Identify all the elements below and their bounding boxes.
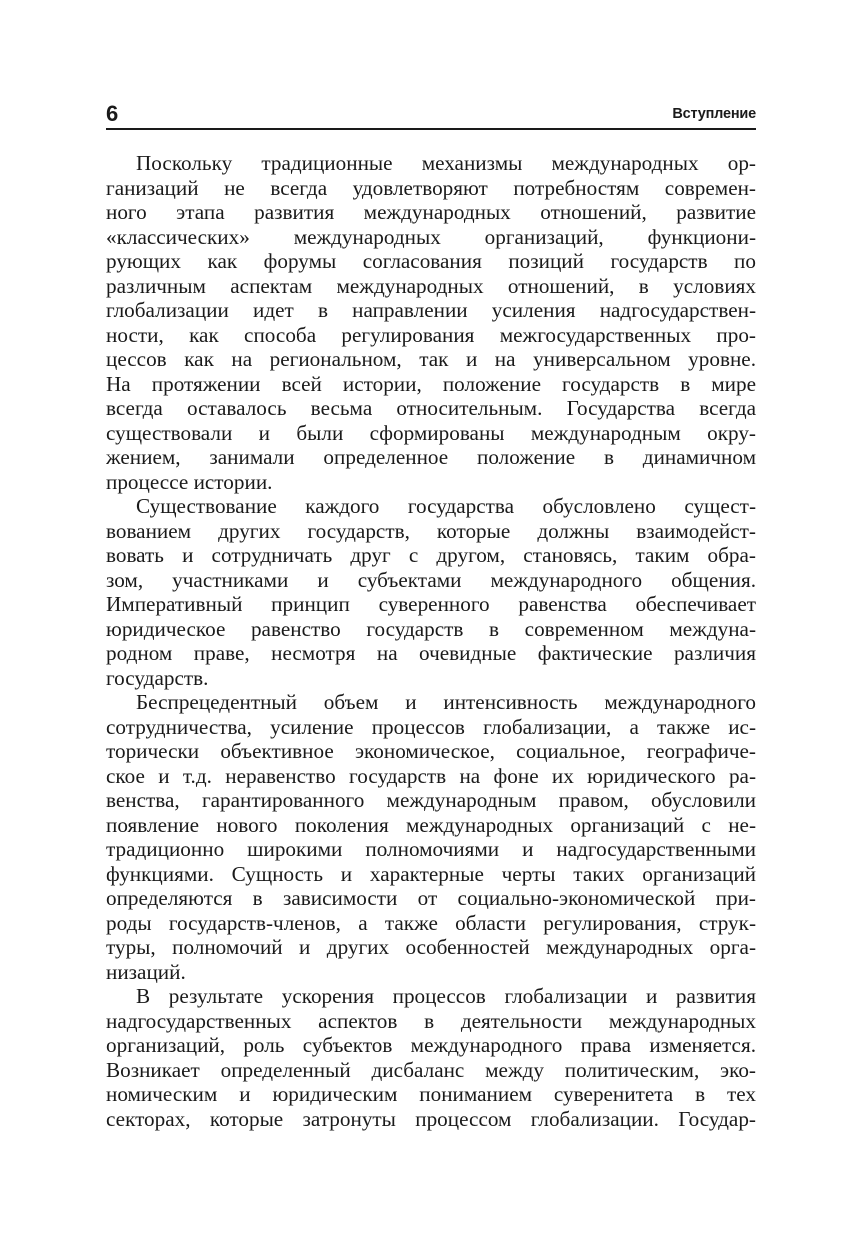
text-line: Существование каждого государства обусловлено сущест- [136,494,756,518]
text-line: процессе истории. [106,469,273,494]
text-line: глобализации идет в направлении усиления надгосударствен- [106,298,756,322]
paragraph [106,151,756,494]
body-text [106,151,756,1131]
text-line: организаций, роль субъектов международного права изменяется. [106,1033,756,1057]
text-line: вованием других государств, которые должны взаимодейст- [106,518,756,543]
text-line: появление нового поколения международных организаций с не- [106,812,756,837]
text-line: Поскольку традиционные механизмы международных ор- [136,151,756,175]
text-line: различным аспектам международных отношений, в условиях [106,273,756,298]
text-line: роды государств-членов, а также области регулирования, струк- [106,910,756,935]
text-line: туры, полномочий и других особенностей международных орга- [106,935,756,959]
text-line: зом, участниками и субъектами международного общения. [106,567,756,592]
text-line: торически объективное экономическое, социальное, географиче- [106,739,756,763]
text-line: венства, гарантированного международным правом, обусловили [106,788,756,812]
paragraph [106,690,756,984]
text-line: цессов как на региональном, так и на универсальном уровне. [106,347,756,371]
paragraph [106,984,756,1131]
text-line: Императивный принцип суверенного равенства обеспечивает [106,592,756,616]
text-line: рующих как форумы согласования позиций государств по [106,249,756,273]
text-line: традиционно широкими полномочиями и надгосударственными [106,837,756,861]
text-line: существовали и были сформированы международным окру- [106,420,756,445]
text-line: ного этапа развития международных отношений, развитие [106,200,756,224]
text-line: Беспрецедентный объем и интенсивность международного [136,690,756,714]
text-line: жением, занимали определенное положение в динамичном [106,445,756,469]
text-line: В результате ускорения процессов глобализации и развития [136,984,756,1008]
text-line: всегда оставалось весьма относительным. Государства всегда [106,396,756,420]
text-line: На протяжении всей истории, положение государств в мире [106,371,756,396]
text-line: юридическое равенство государств в современном междуна- [106,616,756,641]
paragraph [106,494,756,690]
text-line: номическим и юридическим пониманием суверенитета в тех [106,1082,756,1106]
page-number: 6 [106,101,119,126]
text-line: вовать и сотрудничать друг с другом, становясь, таким обра- [106,543,756,567]
text-line: «классических» международных организаций, функциони- [106,224,756,249]
text-line: ганизаций не всегда удовлетворяют потребностям современ- [106,175,756,200]
text-line: ности, как способа регулирования межгосударственных про- [106,322,756,347]
section-title: Вступление [672,106,756,122]
text-line: сотрудничества, усиление процессов глобализации, а также ис- [106,714,756,739]
text-line: ское и т.д. неравенство государств на фоне их юридического ра- [106,763,756,788]
text-line: надгосударственных аспектов в деятельности международных [106,1008,756,1033]
text-line: государств. [106,665,209,690]
text-line: низаций. [106,959,186,984]
running-header [106,100,756,130]
text-line: Возникает определенный дисбаланс между политическим, эко- [106,1057,756,1082]
text-line: функциями. Сущность и характерные черты таких организаций [106,861,756,886]
text-line: родном праве, несмотря на очевидные фактические различия [106,641,756,665]
text-line: секторах, которые затронуты процессом глобализации. Государ- [106,1106,756,1131]
text-line: определяются в зависимости от социально-экономической при- [106,886,756,910]
